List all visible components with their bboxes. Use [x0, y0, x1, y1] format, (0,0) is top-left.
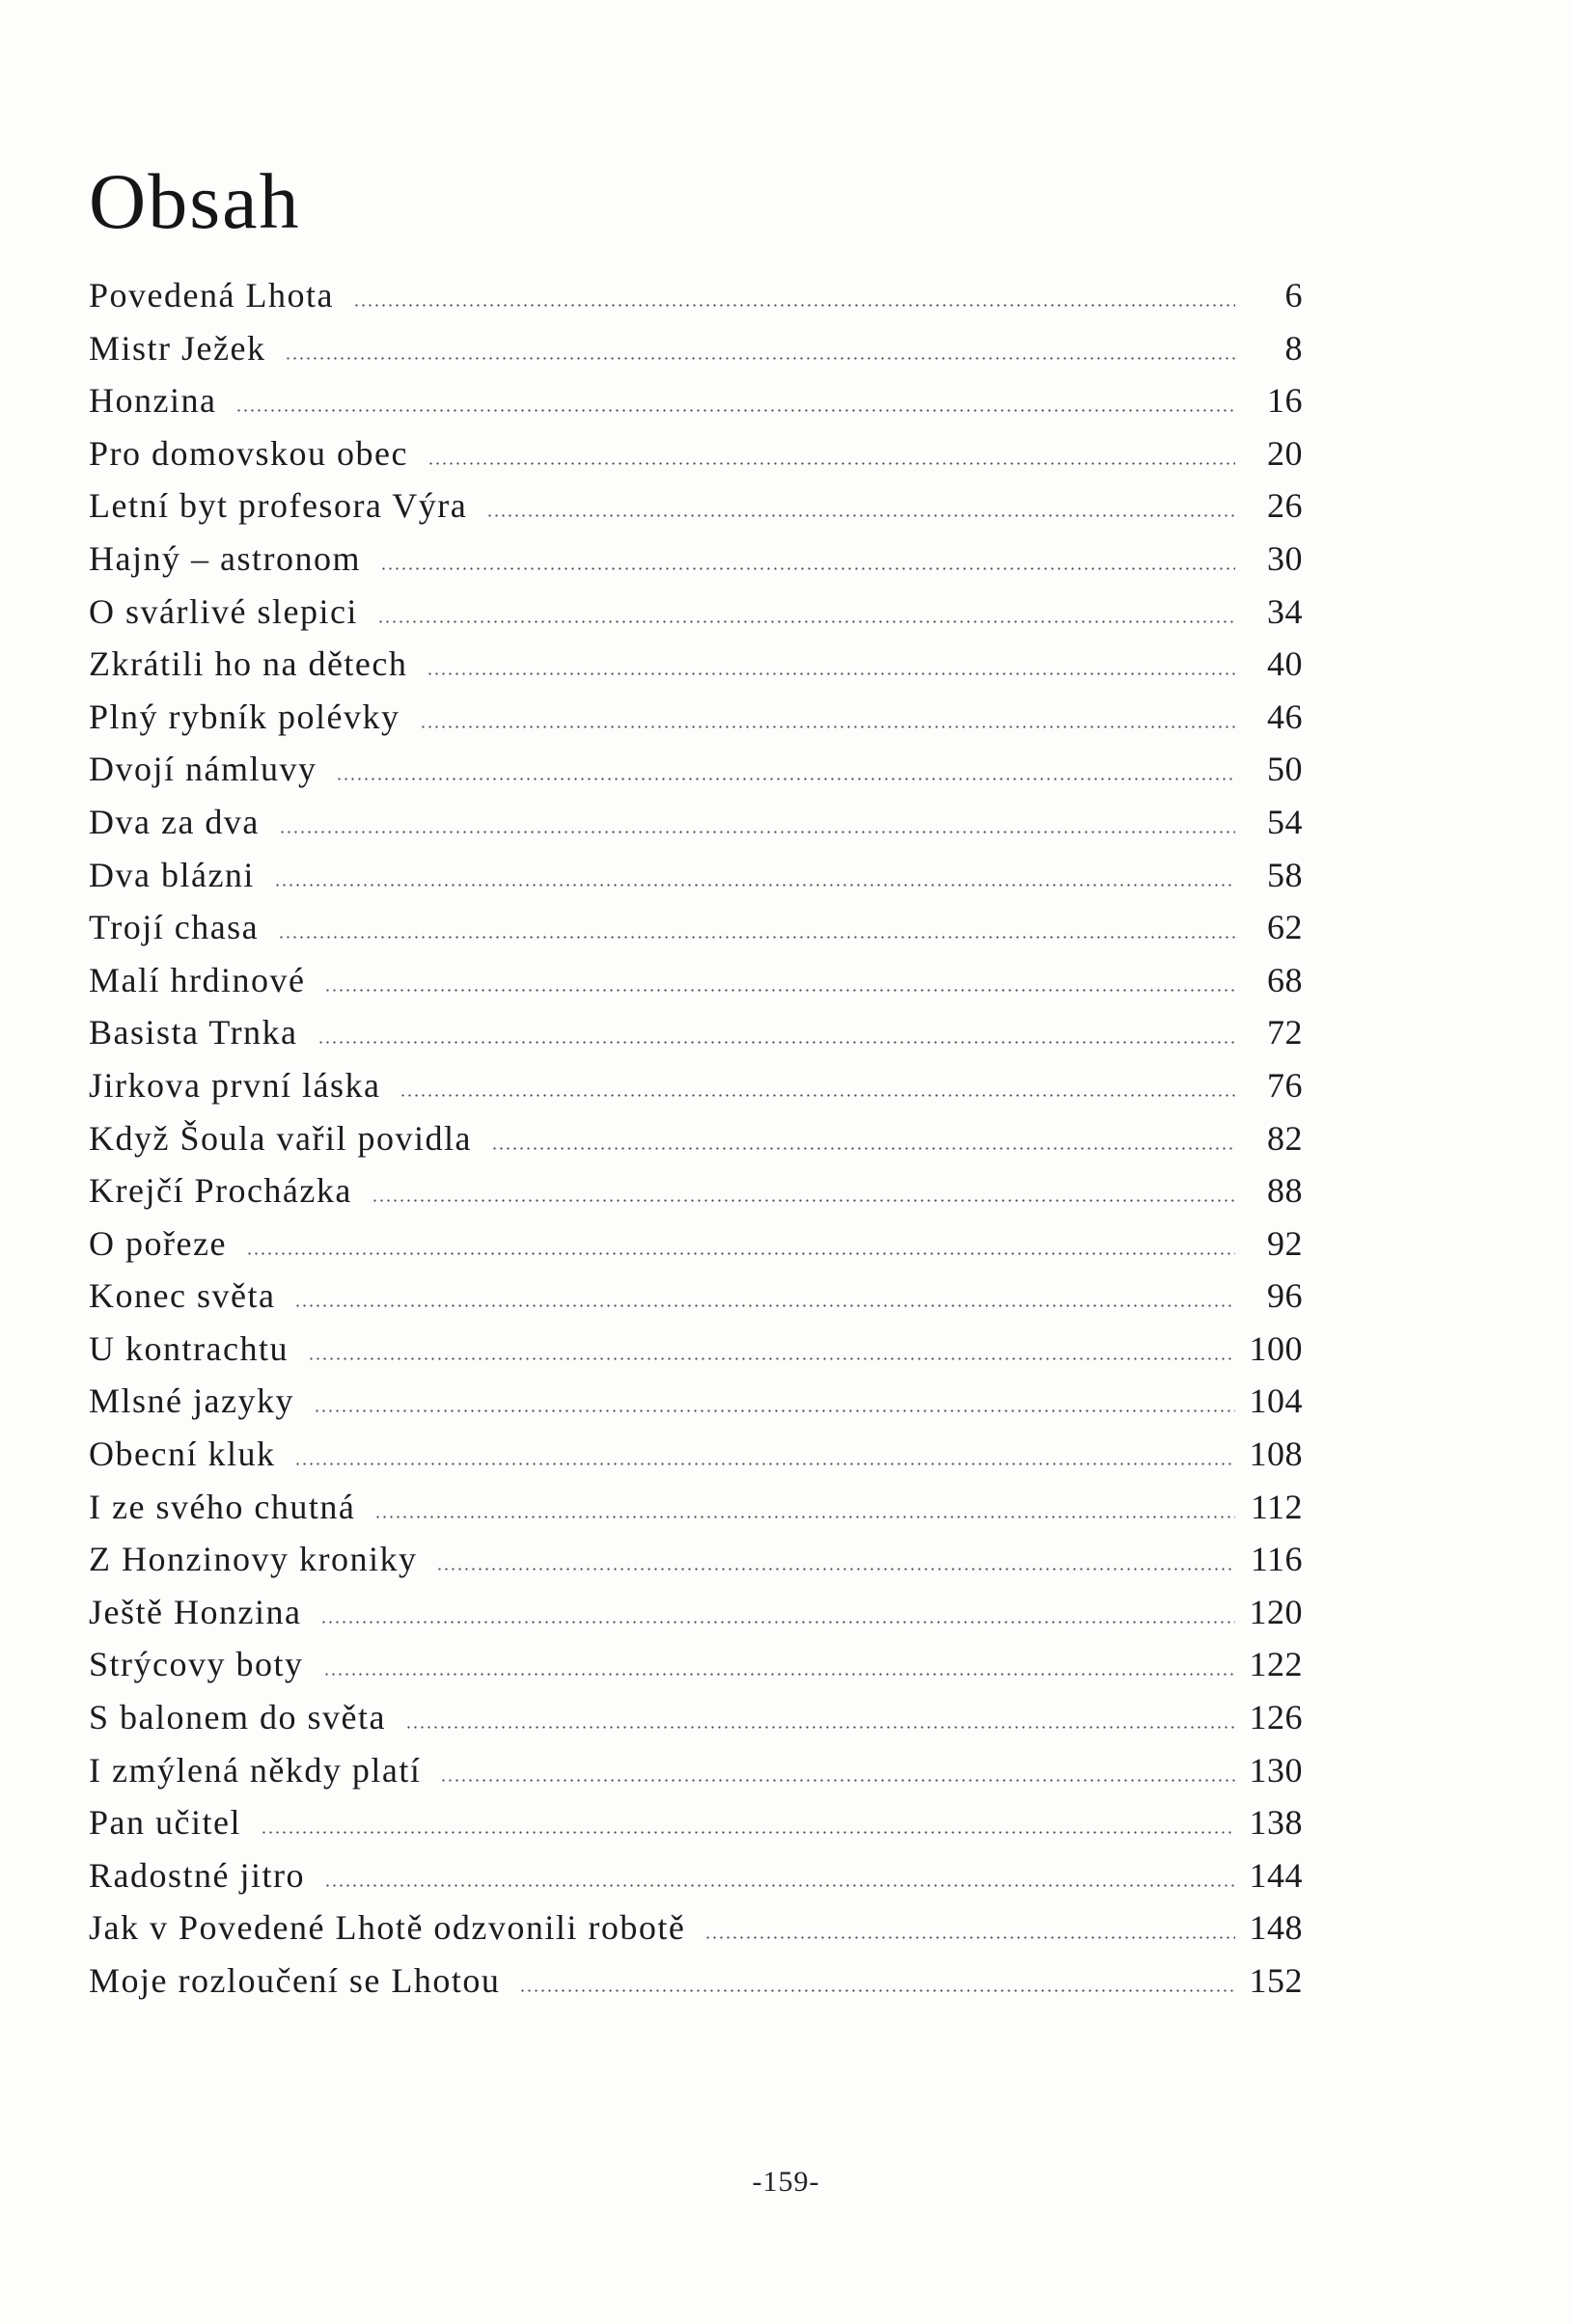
toc-entry: [89, 1170, 1303, 1223]
toc-entry-page: 112: [1250, 1487, 1303, 1526]
dot-leader: [353, 304, 1235, 307]
toc-entry: [89, 1855, 1303, 1908]
dot-leader: [336, 778, 1235, 780]
toc-entry-page: 148: [1249, 1908, 1303, 1948]
toc-entry: [89, 1644, 1303, 1697]
toc-entry: [89, 538, 1303, 591]
toc-entry-title: Dva za dva: [89, 802, 260, 841]
toc-entry: [89, 1750, 1303, 1803]
toc-entry: [89, 1012, 1303, 1065]
dot-leader: [436, 1568, 1235, 1571]
toc-entry-page: 122: [1249, 1645, 1303, 1684]
toc-entry-title: O svárlivé slepici: [89, 591, 358, 631]
toc-entry-title: Basista Trnka: [89, 1013, 298, 1053]
toc-entry-title: Malí hrdinové: [89, 960, 306, 999]
toc-entry-title: S balonem do světa: [89, 1698, 386, 1737]
dot-leader: [278, 936, 1235, 939]
toc-entry: [89, 1381, 1303, 1434]
toc-entry: [89, 1592, 1303, 1645]
dot-leader: [274, 884, 1235, 887]
toc-entry-title: Mlsné jazyky: [89, 1381, 294, 1421]
dot-leader: [377, 620, 1235, 623]
dot-leader: [486, 514, 1235, 517]
toc-entry-title: Letní byt profesora Výra: [89, 486, 468, 526]
toc-entry-title: Pro domovskou obec: [89, 433, 408, 473]
dot-leader: [440, 1779, 1235, 1782]
toc-entry: [89, 1223, 1303, 1276]
toc-entry: [89, 1434, 1303, 1487]
toc-entry-page: 26: [1267, 486, 1303, 526]
page-title: Obsah: [89, 157, 301, 245]
toc-entry-page: 40: [1267, 644, 1303, 684]
toc-entry-page: 120: [1249, 1592, 1303, 1631]
toc-entry-page: 116: [1250, 1540, 1303, 1579]
dot-leader: [427, 462, 1235, 465]
toc-entry: [89, 275, 1303, 328]
dot-leader: [320, 1621, 1235, 1624]
toc-entry-page: 96: [1267, 1276, 1303, 1316]
toc-entry-title: Z Honzinovy kroniky: [89, 1540, 418, 1579]
toc-entry-title: Honzina: [89, 381, 217, 421]
table-of-contents: [89, 275, 1303, 2013]
toc-entry-page: 68: [1267, 960, 1303, 999]
dot-leader: [372, 1199, 1235, 1202]
toc-entry-page: 144: [1249, 1855, 1303, 1895]
toc-entry-page: 8: [1284, 328, 1303, 368]
dot-leader: [235, 409, 1235, 412]
toc-entry-title: Pan učitel: [89, 1803, 241, 1843]
toc-entry-page: 72: [1267, 1013, 1303, 1053]
toc-entry: [89, 433, 1303, 486]
toc-entry: [89, 1275, 1303, 1328]
toc-entry-title: Radostné jitro: [89, 1855, 305, 1895]
toc-entry-title: Hajný – astronom: [89, 538, 361, 578]
toc-entry: [89, 1487, 1303, 1540]
toc-entry-page: 6: [1284, 276, 1303, 314]
toc-entry-title: Jirkova první láska: [89, 1065, 381, 1105]
toc-entry: [89, 802, 1303, 855]
toc-entry-page: 30: [1267, 538, 1303, 578]
toc-entry: [89, 1539, 1303, 1592]
dot-leader: [285, 357, 1235, 360]
toc-entry-page: 46: [1267, 697, 1303, 736]
dot-leader: [294, 1304, 1235, 1307]
page-number: -159-: [752, 2166, 820, 2198]
toc-entry: [89, 643, 1303, 697]
toc-entry-page: 152: [1249, 1961, 1303, 2000]
toc-entry-title: Krejčí Procházka: [89, 1171, 352, 1211]
toc-entry-page: 138: [1249, 1803, 1303, 1843]
toc-entry-title: Když Šoula vařil povidla: [89, 1118, 472, 1158]
toc-entry: [89, 328, 1303, 381]
dot-leader: [427, 672, 1235, 675]
toc-entry: [89, 1802, 1303, 1855]
dot-leader: [405, 1726, 1235, 1729]
toc-entry-page: 130: [1249, 1750, 1303, 1790]
dot-leader: [317, 1041, 1235, 1044]
toc-entry-page: 92: [1267, 1223, 1303, 1263]
dot-leader: [374, 1516, 1235, 1518]
dot-leader: [491, 1147, 1235, 1150]
toc-entry: [89, 907, 1303, 960]
toc-entry-page: 104: [1249, 1381, 1303, 1421]
toc-entry-title: Mistr Ježek: [89, 328, 266, 368]
toc-entry-page: 58: [1267, 855, 1303, 894]
toc-entry: [89, 591, 1303, 644]
toc-entry: [89, 380, 1303, 433]
toc-entry-page: 62: [1267, 908, 1303, 947]
toc-entry-title: Jak v Povedené Lhotě odzvonili robotě: [89, 1908, 686, 1948]
toc-entry-title: I ze svého chutná: [89, 1487, 356, 1526]
dot-leader: [261, 1831, 1235, 1834]
toc-entry-title: Povedená Lhota: [89, 276, 334, 314]
dot-leader: [324, 1884, 1235, 1887]
toc-entry: [89, 1328, 1303, 1381]
toc-entry: [89, 697, 1303, 750]
toc-entry-title: Plný rybník polévky: [89, 697, 400, 736]
toc-entry: [89, 1907, 1303, 1960]
toc-entry-title: Ještě Honzina: [89, 1592, 302, 1631]
toc-entry-page: 100: [1249, 1328, 1303, 1368]
toc-entry-title: Trojí chasa: [89, 908, 260, 947]
toc-entry: [89, 1697, 1303, 1750]
toc-entry: [89, 749, 1303, 802]
toc-entry: [89, 1118, 1303, 1171]
toc-entry-page: 54: [1267, 802, 1303, 841]
toc-entry: [89, 960, 1303, 1013]
toc-entry-title: Obecní kluk: [89, 1435, 276, 1474]
toc-entry-page: 16: [1267, 381, 1303, 421]
toc-entry-title: Strýcovy boty: [89, 1645, 304, 1684]
dot-leader: [308, 1357, 1235, 1360]
dot-leader: [704, 1936, 1235, 1939]
dot-leader: [279, 831, 1235, 834]
toc-entry: [89, 1065, 1303, 1118]
toc-entry-title: U kontrachtu: [89, 1328, 289, 1368]
toc-entry-page: 50: [1267, 750, 1303, 789]
dot-leader: [420, 725, 1236, 728]
toc-entry: [89, 855, 1303, 908]
toc-entry-title: Moje rozloučení se Lhotou: [89, 1961, 501, 2000]
toc-entry-page: 126: [1249, 1698, 1303, 1737]
dot-leader: [246, 1252, 1235, 1255]
toc-entry-title: O pořeze: [89, 1223, 227, 1263]
dot-leader: [324, 989, 1235, 992]
dot-leader: [400, 1094, 1235, 1097]
dot-leader: [314, 1409, 1235, 1412]
toc-entry-title: Dvojí námluvy: [89, 750, 317, 789]
dot-leader: [519, 1989, 1235, 1992]
dot-leader: [323, 1673, 1236, 1676]
toc-entry-title: Konec světa: [89, 1276, 276, 1316]
toc-entry-title: I zmýlená někdy platí: [89, 1750, 422, 1790]
toc-entry-page: 76: [1267, 1065, 1303, 1105]
toc-entry-page: 108: [1249, 1435, 1303, 1474]
toc-entry-page: 20: [1267, 433, 1303, 473]
dot-leader: [294, 1463, 1235, 1465]
toc-entry-title: Zkrátili ho na dětech: [89, 644, 408, 684]
dot-leader: [380, 567, 1235, 570]
toc-entry: [89, 1960, 1303, 2013]
toc-entry-page: 34: [1267, 591, 1303, 631]
toc-entry-page: 82: [1267, 1118, 1303, 1158]
toc-entry-page: 88: [1267, 1171, 1303, 1211]
toc-entry-title: Dva blázni: [89, 855, 255, 894]
toc-entry: [89, 485, 1303, 538]
